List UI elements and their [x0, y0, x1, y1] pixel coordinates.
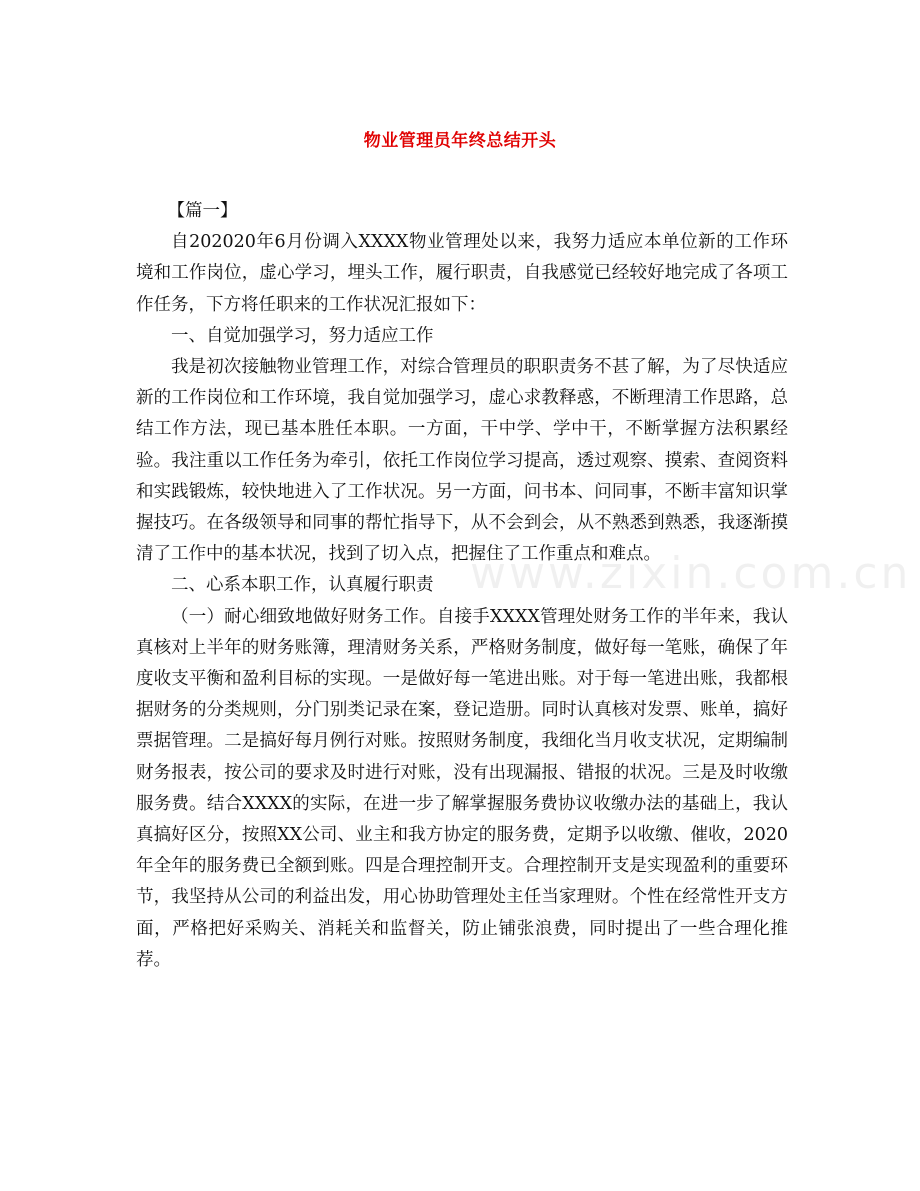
- watermark: www.zixin.com.cn: [470, 548, 912, 599]
- paragraph-finance: （一）耐心细致地做好财务工作。自接手XXXX管理处财务工作的半年来，我认真核对上半年的财务账簿，理清财务关系，严格财务制度，做好每一笔账，确保了年度收支平衡和盈利目标的实现。一是做好每一笔进出账。对于每一笔进出账，我都根据财务的分类规则，分门别类记录在案，登记造册。同时认真核对发票、账单，搞好票据管理。二是搞好每月例行对账。按照财务制度，我细化当月收支状况，定期编制财务报表，按公司的要求及时进行对账，没有出现漏报、错报的状况。三是及时收缴服务费。结合XXXX的实际，在进一步了解掌握服务费协议收缴办法的基础上，我认真搞好区分，按照XX公司、业主和我方协定的服务费，定期予以收缴、催收，2020年全年的服务费已全额到账。四是合理控制开支。合理控制开支是实现盈利的重要环节，我坚持从公司的利益出发，用心协助管理处主任当家理财。个性在经常性开支方面，严格把好采购关、消耗关和监督关，防止铺张浪费，同时提出了一些合理化推荐。: [136, 606, 788, 970]
- paragraph-learning: 我是初次接触物业管理工作，对综合管理员的职职责务不甚了解，为了尽快适应新的工作岗位和工作环境，我自觉加强学习，虚心求教释惑，不断理清工作思路，总结工作方法，现已基本胜任本职。一方面，干中学、学中干，不断掌握方法积累经验。我注重以工作任务为牵引，依托工作岗位学习提高，透过观察、摸索、查阅资料和实践锻炼，较快地进入了工作状况。另一方面，问书本、问同事，不断丰富知识掌握技巧。在各级领导和同事的帮忙指导下，从不会到会，从不熟悉到熟悉，我逐渐摸清了工作中的基本状况，找到了切入点，把握住了工作重点和难点。: [136, 357, 788, 565]
- paragraph-intro: 自202020年6月份调入XXXX物业管理处以来，我努力适应本单位新的工作环境和工作岗位，虚心学习，埋头工作，履行职责，自我感觉已经较好地完成了各项工作任务，下方将任职来的工作状况汇报如下：: [136, 232, 788, 315]
- heading-learning: 一、自觉加强学习，努力适应工作: [171, 325, 434, 346]
- document-title: 物业管理员年终总结开头: [363, 131, 557, 151]
- heading-duties: 二、心系本职工作，认真履行职责: [171, 575, 434, 596]
- document-body: [136, 196, 788, 976]
- section-label: 【篇一】: [167, 201, 238, 221]
